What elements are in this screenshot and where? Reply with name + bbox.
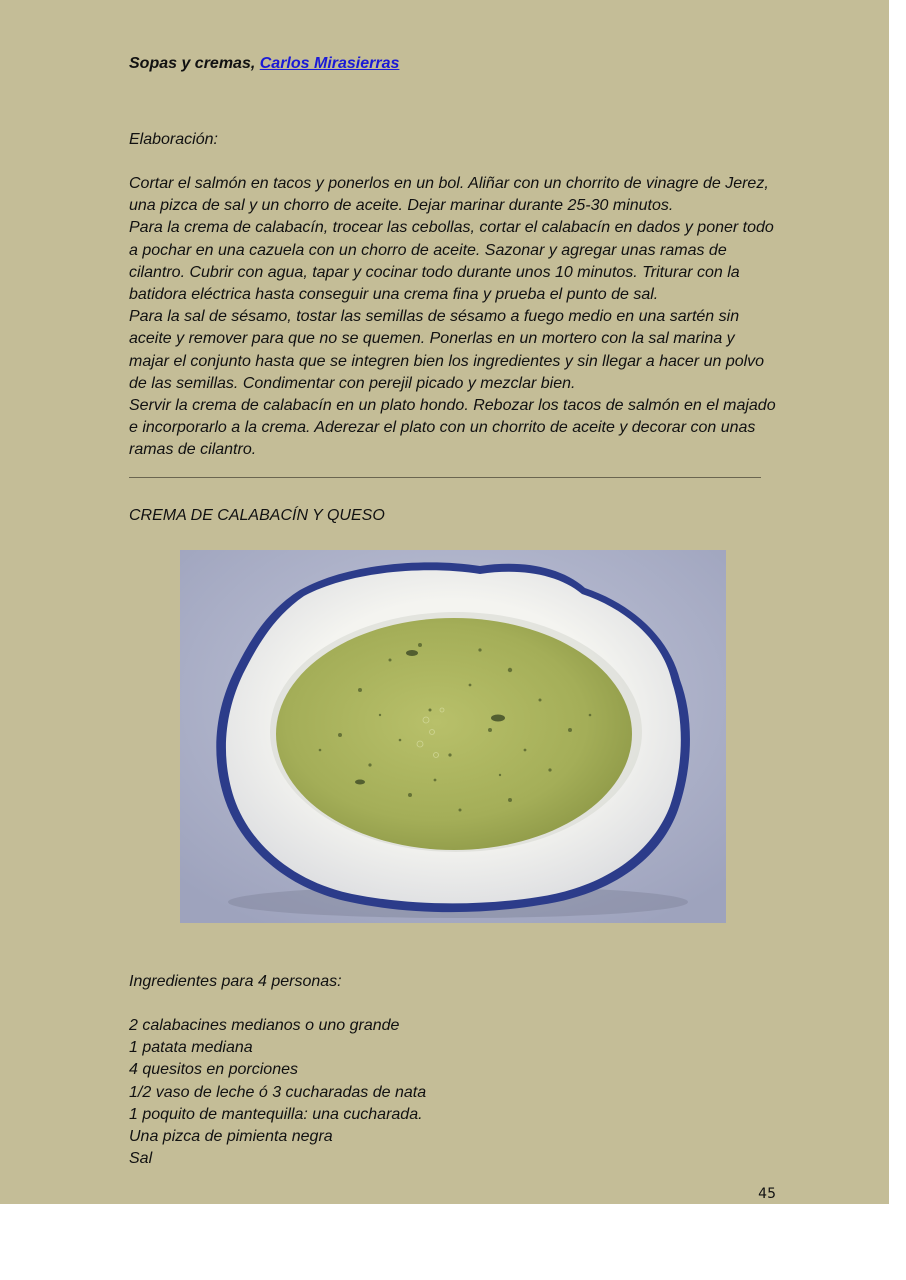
list-item: 1 poquito de mantequilla: una cucharada. — [129, 1105, 423, 1123]
elaboration-text — [129, 173, 779, 462]
running-header — [129, 53, 779, 75]
list-item: 2 calabacines medianos o uno grande — [129, 1017, 400, 1034]
elaboration-heading: Elaboración: — [129, 131, 218, 148]
page-number: 45 — [758, 1186, 776, 1202]
list-item: 4 quesitos en porciones — [129, 1061, 298, 1079]
list-item: Sal — [129, 1150, 153, 1168]
soup-bowl-photo — [180, 550, 726, 923]
ingredients-list — [129, 1015, 779, 1170]
list-item: Una pizca de pimienta negra — [129, 1128, 333, 1146]
elaboration-paragraph: Cortar el salmón en tacos y ponerlos en un bol. Aliñar con un chorrito de vinagre de Jerez, una pizca de sal y un chorro de aceite. Dejar marinar durante 25-30 minutos. — [129, 175, 769, 215]
author-link[interactable]: Carlos Mirasierras — [259, 55, 400, 72]
soup-bowl-illustration — [180, 550, 726, 923]
ingredients-heading: Ingredientes para 4 personas: — [129, 973, 342, 990]
list-item: 1/2 vaso de leche ó 3 cucharadas de nata — [129, 1083, 427, 1101]
elaboration-paragraph: Para la sal de sésamo, tostar las semillas de sésamo a fuego medio en una sartén sin aceite y remover para que no se quemen. Ponerlas en un mortero con la sal marina y majar el conjunto hasta que se integren bien los ingredientes y sin llegar a hacer un polvo de las semillas. Condimentar con perejil picado y mezclar bien. — [129, 308, 765, 392]
section-divider — [129, 477, 761, 478]
recipe-title: CREMA DE CALABACÍN Y QUESO — [129, 507, 385, 524]
elaboration-paragraph: Para la crema de calabacín, trocear las cebollas, cortar el calabacín en dados y poner todo a pochar en una cazuela con un chorro de aceite. Sazonar y agregar unas ramas de cilantro. Cubrir con agua, tapar y cocinar todo durante unos 10 minutos. Triturar con la batidora eléctrica hasta conseguir una crema fina y prueba el punto de sal. — [129, 219, 774, 304]
list-item: 1 patata mediana — [129, 1039, 253, 1057]
elaboration-paragraph: Servir la crema de calabacín en un plato hondo. Rebozar los tacos de salmón en el majado e incorporarlo a la crema. Aderezar el plato con un chorrito de aceite y decorar con unas ramas de cilantro. — [129, 397, 776, 459]
section-title: Sopas y cremas, — [129, 55, 256, 72]
